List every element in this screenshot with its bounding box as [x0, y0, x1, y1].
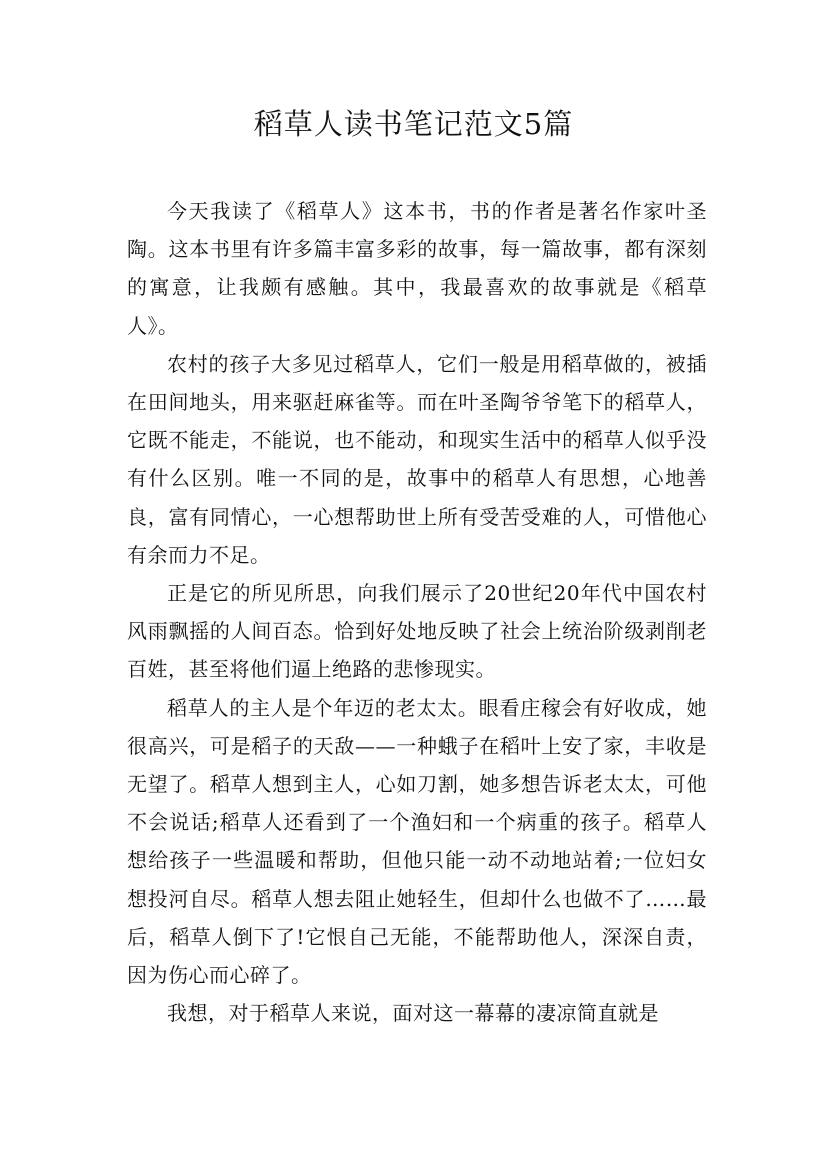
- paragraph-1: 今天我读了《稻草人》这本书，书的作者是著名作家叶圣陶。这本书里有许多篇丰富多彩的故事，每一篇故事，都有深刻的寓意，让我颇有感触。其中，我最喜欢的故事就是《稻草人》。: [127, 199, 707, 338]
- paragraph-5: 我想，对于稻草人来说，面对这一幕幕的凄凉简直就是: [167, 1001, 659, 1026]
- paragraph-3: 正是它的所见所思，向我们展示了20世纪20年代中国农村风雨飘摇的人间百态。恰到好处地反映了社会上统治阶级剥削老百姓，甚至将他们逼上绝路的悲惨现实。: [127, 581, 707, 682]
- document-body: [127, 192, 707, 1032]
- paragraph-4: 稻草人的主人是个年迈的老太太。眼看庄稼会有好收成，她很高兴，可是稻子的天敌——一种蛾子在稻叶上安了家，丰收是无望了。稻草人想到主人，心如刀割，她多想告诉老太太，可他不会说话;稻草人还看到了一个渔妇和一个病重的孩子。稻草人想给孩子一些温暖和帮助，但他只能一动不动地站着;一位妇女想投河自尽。稻草人想去阻止她轻生，但却什么也做不了……最后，稻草人倒下了!它恨自己无能，不能帮助他人，深深自责，因为伤心而心碎了。: [127, 695, 707, 988]
- paragraph-2: 农村的孩子大多见过稻草人，它们一般是用稻草做的，被插在田间地头，用来驱赶麻雀等。而在叶圣陶爷爷笔下的稻草人，它既不能走，不能说，也不能动，和现实生活中的稻草人似乎没有什么区别。唯一不同的是，故事中的稻草人有思想，心地善良，富有同情心，一心想帮助世上所有受苦受难的人，可惜他心有余而力不足。: [127, 351, 707, 567]
- document-title: 稻草人读书笔记范文5篇: [253, 107, 574, 141]
